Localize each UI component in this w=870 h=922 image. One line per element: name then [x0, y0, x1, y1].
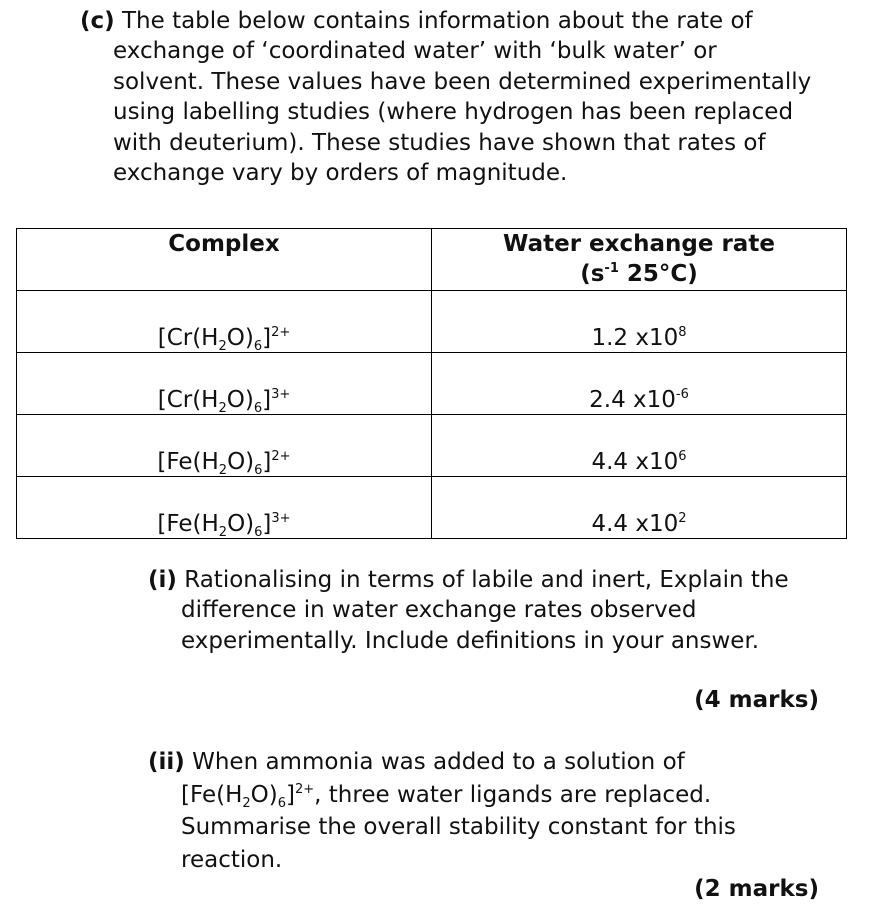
complex-cell: $[Cr(H_2O)_6]^{2+}$	[17, 291, 432, 353]
fe-complex-formula: $[Fe(H_2O)_6]^{2+}$	[181, 781, 315, 811]
question-i-line-1: (i) Rationalising in terms of labile and inert, Explain the	[148, 567, 789, 593]
marks-i: (4 marks)	[694, 687, 819, 713]
complex-cell: $[Cr(H_2O)_6]^{3+}$	[17, 353, 432, 415]
question-ii	[148, 746, 736, 876]
table-row	[17, 353, 847, 415]
rate-cell: 4.4 $x10^6$	[432, 415, 847, 477]
question-i-line-3: experimentally. Include definitions in your answer.	[181, 627, 760, 654]
intro-line-5: with deuterium). These studies have shown that rates of	[113, 129, 766, 156]
question-ii-label: (ii)	[148, 749, 185, 775]
question-ii-line-1: (ii) When ammonia was added to a solution of	[148, 749, 685, 775]
marks-ii: (2 marks)	[694, 876, 819, 902]
rate-cell: 1.2 $x10^8$	[432, 291, 847, 353]
intro-line-1: (c) The table below contains information about the rate of	[80, 8, 753, 34]
intro-line-3: solvent. These values have been determined experimentally	[113, 68, 812, 95]
rate-cell: 4.4 $x10^2$	[432, 477, 847, 539]
table-row	[17, 477, 847, 539]
question-i-line-2: difference in water exchange rates observed	[181, 597, 697, 624]
header-rate-unit: ($s^{-1}$ 25°C)	[580, 261, 698, 287]
table-row	[17, 291, 847, 353]
complex-cell: $[Fe(H_2O)_6]^{2+}$	[17, 415, 432, 477]
header-water-exchange-rate: Water exchange rate ($s^{-1}$ 25°C)	[432, 229, 847, 291]
question-ii-line-4: reaction.	[181, 846, 283, 873]
question-ii-line-3: Summarise the overall stability constant for this	[181, 814, 736, 840]
complex-cell: $[Fe(H_2O)_6]^{3+}$	[17, 477, 432, 539]
header-complex: Complex	[17, 229, 432, 291]
part-label: (c)	[80, 8, 115, 34]
question-i	[148, 565, 789, 656]
table-header-row	[17, 229, 847, 291]
intro-line-6: exchange vary by orders of magnitude.	[113, 160, 568, 187]
table-row	[17, 415, 847, 477]
water-exchange-table	[16, 228, 847, 539]
intro-line-2: exchange of ‘coordinated water’ with ‘bulk water’ or	[113, 38, 717, 65]
intro-line-4: using labelling studies (where hydrogen has been replaced	[113, 99, 794, 126]
intro-paragraph	[80, 6, 811, 188]
rate-cell: 2.4 $x10^{-6}$	[432, 353, 847, 415]
question-ii-line-2: $[Fe(H_2O)_6]^{2+}$, three water ligands are replaced.	[181, 781, 712, 811]
question-i-label: (i)	[148, 567, 177, 593]
